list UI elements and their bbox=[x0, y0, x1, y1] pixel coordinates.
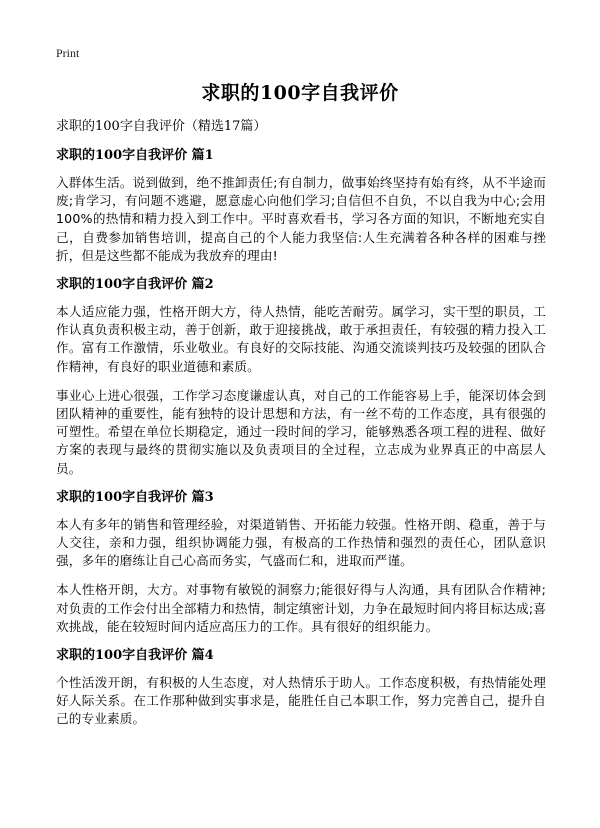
print-link[interactable]: Print bbox=[56, 46, 80, 60]
section-1 bbox=[56, 147, 546, 265]
section-paragraph: 入群体生活。说到做到，绝不推卸责任;有自制力，做事始终坚持有始有终，从不半途而废;肯学习，有问题不逃避，愿意虚心向他们学习;自信但不自负，不以自我为中心;会用100%的热情和精力投入到工作中。平时喜欢看书，学习各方面的知识，不断地充实自己，自费参加销售培训，提高自己的个人能力我坚信:人生充满着各种各样的困难与挫折，但是这些都不能成为我放弃的理由! bbox=[56, 175, 546, 263]
document-subtitle: 求职的100字自我评价（精选17篇） bbox=[56, 119, 267, 134]
section-paragraph: 本人适应能力强，性格开朗大方，待人热情，能吃苦耐劳。属学习，实干型的职员，工作认真负责积极主动，善于创新，敢于迎接挑战，敢于承担责任，有较强的精力投入工作。富有工作激情，乐业敬业。有良好的交际技能、沟通交流谈判技巧及较强的团队合作精神，有良好的职业道德和素质。 bbox=[56, 304, 546, 374]
section-paragraph: 本人性格开朗，大方。对事物有敏锐的洞察力;能很好得与人沟通，具有团队合作精神;对负责的工作会付出全部精力和热情，制定缜密计划，力争在最短时间内将目标达成;喜欢挑战，能在较短时间内适应高压力的工作。具有很好的组织能力。 bbox=[56, 582, 546, 634]
section-heading: 求职的100字自我评价 篇1 bbox=[56, 148, 214, 163]
section-heading: 求职的100字自我评价 篇2 bbox=[56, 277, 214, 293]
page-title: 求职的100字自我评价 bbox=[201, 82, 399, 104]
section-heading: 求职的100字自我评价 篇4 bbox=[56, 648, 214, 664]
section-4 bbox=[56, 647, 546, 729]
section-heading: 求职的100字自我评价 篇3 bbox=[56, 489, 214, 505]
section-paragraph: 个性活泼开朗，有积极的人生态度，对人热情乐于助人。工作态度积极，有热情能处理好人际关系。在工作那种做到实事求是，能胜任自己本职工作，努力完善自己，提升自己的专业素质。 bbox=[56, 675, 546, 727]
section-paragraph: 本人有多年的销售和管理经验，对渠道销售、开拓能力较强。性格开朗、稳重，善于与人交往，亲和力强，组织协调能力强，有极高的工作热情和强烈的责任心，团队意识强，多年的磨练让自己心高而务实，气盛而仁和，进取而严谨。 bbox=[56, 516, 546, 569]
section-2 bbox=[56, 276, 546, 478]
document-body bbox=[56, 118, 546, 740]
section-paragraph: 事业心上进心很强，工作学习态度谦虚认真，对自己的工作能容易上手，能深切体会到团队精神的重要性，能有独特的设计思想和方法，有一丝不苟的工作态度，具有很强的可塑性。希望在单位长期稳定，通过一段时间的学习，能够熟悉各项工程的进程、做好方案的表现与最终的贯彻实施以及负责项目的全过程，立志成为业界真正的中高层人员。 bbox=[56, 387, 546, 476]
section-3 bbox=[56, 489, 546, 636]
